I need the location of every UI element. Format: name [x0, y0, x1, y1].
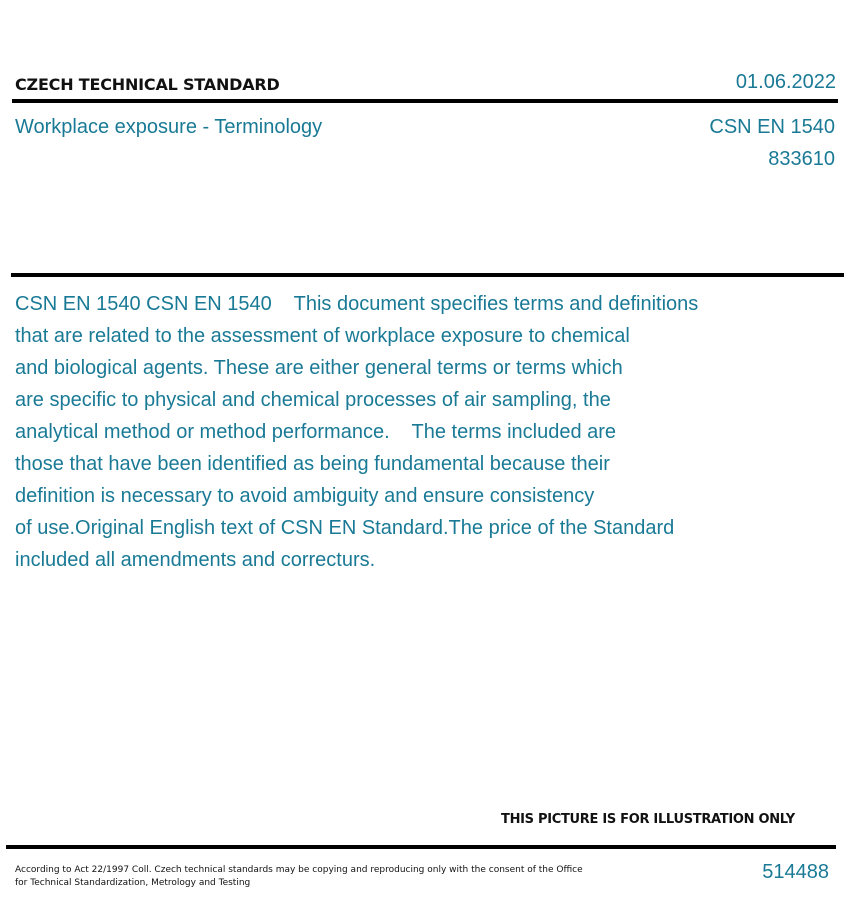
standard-code: CSN EN 1540 — [709, 116, 835, 138]
standard-description — [15, 288, 775, 576]
description-line: those that have been identified as being fundamental because their — [15, 453, 610, 475]
document-number: 514488 — [762, 861, 829, 883]
classification-number: 833610 — [768, 148, 835, 170]
description-line: and biological agents. These are either general terms or terms which — [15, 357, 623, 379]
legal-notice-line: According to Act 22/1997 Coll. Czech technical standards may be copying and reproducing only with the consent of the Office — [15, 865, 583, 875]
description-line: CSN EN 1540 CSN EN 1540 This document specifies terms and definitions — [15, 293, 699, 315]
standard-title: Workplace exposure - Terminology — [15, 116, 323, 138]
description-line: of use.Original English text of CSN EN Standard.The price of the Standard — [15, 517, 675, 539]
footer-divider — [6, 845, 836, 849]
legal-notice — [15, 864, 583, 890]
description-line: are specific to physical and chemical processes of air sampling, the — [15, 389, 611, 411]
description-line: included all amendments and correcturs. — [15, 549, 376, 571]
description-line: analytical method or method performance. The terms included are — [15, 421, 617, 443]
publication-date: 01.06.2022 — [735, 71, 836, 93]
legal-notice-line: for Technical Standardization, Metrology and Testing — [15, 878, 251, 888]
standard-type-heading: CZECH TECHNICAL STANDARD — [15, 75, 280, 94]
description-line: definition is necessary to avoid ambiguity and ensure consistency — [15, 485, 595, 507]
illustration-note: THIS PICTURE IS FOR ILLUSTRATION ONLY — [501, 812, 795, 827]
header-divider — [12, 99, 838, 103]
title-divider — [11, 273, 844, 277]
description-line: that are related to the assessment of workplace exposure to chemical — [15, 325, 630, 347]
